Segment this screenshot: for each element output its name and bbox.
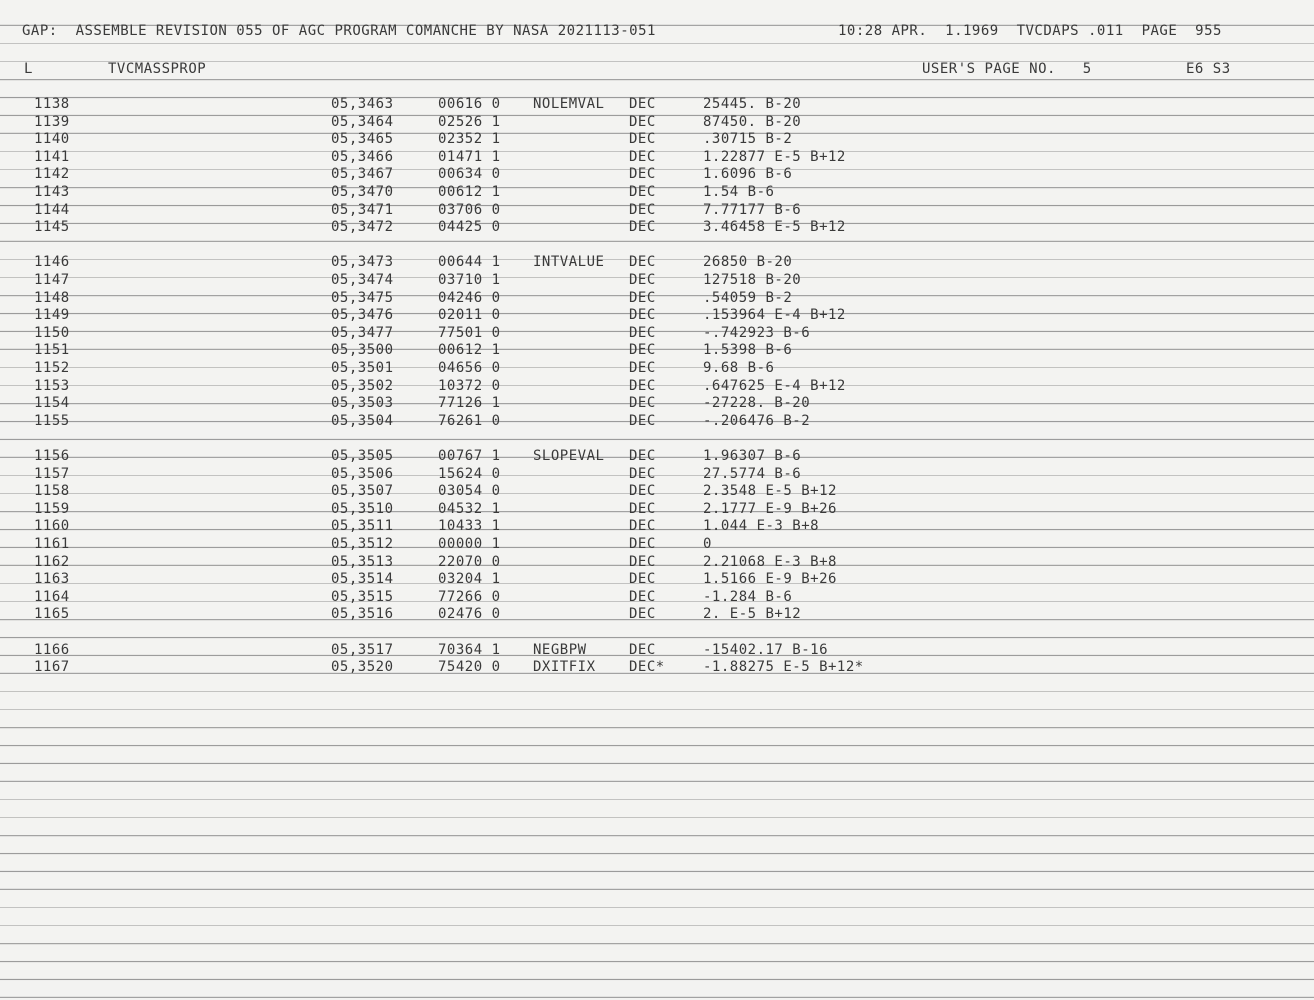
listing-row bbox=[0, 185, 1314, 203]
octal-word: 03706 0 bbox=[438, 201, 501, 218]
listing-row bbox=[0, 555, 1314, 573]
address: 05,3504 bbox=[331, 412, 394, 429]
operand: 1.044 E-3 B+8 bbox=[703, 518, 820, 535]
address: 05,3465 bbox=[331, 131, 394, 148]
address: 05,3517 bbox=[331, 641, 394, 658]
line-number: 1146 bbox=[34, 254, 70, 271]
bank-indicator: E6 S3 bbox=[1186, 61, 1231, 77]
log-section-name: TVCMASSPROP bbox=[108, 61, 207, 77]
listing-row bbox=[0, 502, 1314, 520]
octal-word: 10433 1 bbox=[438, 518, 501, 535]
octal-word: 02476 0 bbox=[438, 606, 501, 623]
listing-row bbox=[0, 167, 1314, 185]
operand: 1.5166 E-9 B+26 bbox=[703, 571, 837, 588]
opcode: DEC bbox=[629, 571, 656, 588]
listing-row bbox=[0, 343, 1314, 361]
line-number: 1165 bbox=[34, 606, 70, 623]
octal-word: 77501 0 bbox=[438, 324, 501, 341]
operand: -1.284 B-6 bbox=[703, 588, 793, 605]
address: 05,3473 bbox=[331, 254, 394, 271]
operand: .30715 B-2 bbox=[703, 131, 793, 148]
octal-word: 77126 1 bbox=[438, 395, 501, 412]
octal-word: 00612 1 bbox=[438, 342, 501, 359]
listing-row bbox=[0, 132, 1314, 150]
operand: 0 bbox=[703, 536, 712, 552]
listing-row bbox=[0, 361, 1314, 379]
opcode: DEC bbox=[629, 412, 656, 429]
line-number: 1154 bbox=[34, 395, 70, 412]
line-number: 1153 bbox=[34, 377, 70, 394]
operand: -1.88275 E-5 B+12* bbox=[703, 659, 864, 676]
listing-row bbox=[0, 396, 1314, 414]
address: 05,3520 bbox=[331, 659, 394, 676]
opcode: DEC bbox=[629, 254, 656, 271]
listing-row bbox=[0, 326, 1314, 344]
address: 05,3513 bbox=[331, 553, 394, 570]
label: DXITFIX bbox=[533, 659, 596, 676]
line-number: 1155 bbox=[34, 412, 70, 429]
listing-row bbox=[0, 660, 1314, 678]
assembly-header: GAP: ASSEMBLE REVISION 055 OF AGC PROGRAM COMANCHE BY NASA 2021113-051 bbox=[22, 23, 656, 39]
operand: 1.6096 B-6 bbox=[703, 166, 793, 183]
address: 05,3475 bbox=[331, 289, 394, 306]
address: 05,3471 bbox=[331, 201, 394, 218]
line-number: 1143 bbox=[34, 184, 70, 200]
octal-word: 70364 1 bbox=[438, 641, 501, 658]
line-number: 1166 bbox=[34, 641, 70, 658]
line-number: 1138 bbox=[34, 96, 70, 112]
operand: 127518 B-20 bbox=[703, 272, 802, 288]
octal-word: 04532 1 bbox=[438, 500, 501, 517]
octal-word: 10372 0 bbox=[438, 377, 501, 394]
operand: 2.3548 E-5 B+12 bbox=[703, 483, 837, 500]
octal-word: 77266 0 bbox=[438, 588, 501, 605]
line-number: 1160 bbox=[34, 518, 70, 535]
opcode: DEC bbox=[629, 588, 656, 605]
opcode: DEC bbox=[629, 96, 656, 112]
octal-word: 01471 1 bbox=[438, 148, 501, 165]
address: 05,3467 bbox=[331, 166, 394, 183]
opcode: DEC bbox=[629, 219, 656, 236]
listing-row bbox=[0, 220, 1314, 238]
octal-word: 02352 1 bbox=[438, 131, 501, 148]
octal-word: 04246 0 bbox=[438, 289, 501, 306]
operand: 1.5398 B-6 bbox=[703, 342, 793, 359]
listing-row bbox=[0, 379, 1314, 397]
address: 05,3516 bbox=[331, 606, 394, 623]
operand: 2.21068 E-3 B+8 bbox=[703, 553, 837, 570]
octal-word: 00634 0 bbox=[438, 166, 501, 183]
listing-row bbox=[0, 308, 1314, 326]
line-number: 1152 bbox=[34, 360, 70, 376]
octal-word: 22070 0 bbox=[438, 553, 501, 570]
operand: 2. E-5 B+12 bbox=[703, 606, 802, 623]
address: 05,3463 bbox=[331, 96, 394, 112]
listing-row bbox=[0, 643, 1314, 661]
operand: 1.54 B-6 bbox=[703, 184, 775, 200]
line-number: 1145 bbox=[34, 219, 70, 236]
line-number: 1151 bbox=[34, 342, 70, 359]
opcode: DEC bbox=[629, 324, 656, 341]
octal-word: 00000 1 bbox=[438, 536, 501, 552]
listing-row bbox=[0, 273, 1314, 291]
operand: 25445. B-20 bbox=[703, 96, 802, 112]
label: NOLEMVAL bbox=[533, 96, 605, 112]
line-number: 1167 bbox=[34, 659, 70, 676]
address: 05,3502 bbox=[331, 377, 394, 394]
operand: 1.22877 E-5 B+12 bbox=[703, 148, 846, 165]
listing-row bbox=[0, 97, 1314, 115]
line-number: 1141 bbox=[34, 148, 70, 165]
listing-row bbox=[0, 115, 1314, 133]
operand: -27228. B-20 bbox=[703, 395, 811, 412]
opcode: DEC bbox=[629, 377, 656, 394]
line-number: 1162 bbox=[34, 553, 70, 570]
opcode: DEC bbox=[629, 342, 656, 359]
listing-row bbox=[0, 467, 1314, 485]
operand: 26850 B-20 bbox=[703, 254, 793, 271]
listing-row bbox=[0, 572, 1314, 590]
operand: .153964 E-4 B+12 bbox=[703, 307, 846, 324]
line-number: 1150 bbox=[34, 324, 70, 341]
line-number: 1163 bbox=[34, 571, 70, 588]
opcode: DEC bbox=[629, 201, 656, 218]
listing-row bbox=[0, 607, 1314, 625]
listing-marker: L bbox=[24, 61, 33, 77]
opcode: DEC bbox=[629, 307, 656, 324]
opcode: DEC bbox=[629, 360, 656, 376]
address: 05,3466 bbox=[331, 148, 394, 165]
octal-word: 02526 1 bbox=[438, 113, 501, 130]
listing-row bbox=[0, 449, 1314, 467]
opcode: DEC bbox=[629, 518, 656, 535]
line-number: 1149 bbox=[34, 307, 70, 324]
address: 05,3476 bbox=[331, 307, 394, 324]
line-number: 1159 bbox=[34, 500, 70, 517]
operand: 2.1777 E-9 B+26 bbox=[703, 500, 837, 517]
address: 05,3474 bbox=[331, 272, 394, 288]
opcode: DEC bbox=[629, 536, 656, 552]
line-number: 1144 bbox=[34, 201, 70, 218]
operand: 3.46458 E-5 B+12 bbox=[703, 219, 846, 236]
listing-row bbox=[0, 414, 1314, 432]
operand: 9.68 B-6 bbox=[703, 360, 775, 376]
operand: 7.77177 B-6 bbox=[703, 201, 802, 218]
line-number: 1156 bbox=[34, 448, 70, 464]
octal-word: 03054 0 bbox=[438, 483, 501, 500]
operand: -.206476 B-2 bbox=[703, 412, 811, 429]
line-number: 1142 bbox=[34, 166, 70, 183]
address: 05,3514 bbox=[331, 571, 394, 588]
line-number: 1140 bbox=[34, 131, 70, 148]
operand: 1.96307 B-6 bbox=[703, 448, 802, 464]
users-page-number: USER'S PAGE NO. 5 bbox=[922, 61, 1092, 77]
address: 05,3505 bbox=[331, 448, 394, 464]
line-number: 1164 bbox=[34, 588, 70, 605]
octal-word: 00612 1 bbox=[438, 184, 501, 200]
octal-word: 03710 1 bbox=[438, 272, 501, 288]
listing-row bbox=[0, 150, 1314, 168]
listing-row bbox=[0, 203, 1314, 221]
address: 05,3500 bbox=[331, 342, 394, 359]
opcode: DEC bbox=[629, 483, 656, 500]
address: 05,3515 bbox=[331, 588, 394, 605]
octal-word: 02011 0 bbox=[438, 307, 501, 324]
opcode: DEC bbox=[629, 289, 656, 306]
operand: 87450. B-20 bbox=[703, 113, 802, 130]
opcode: DEC bbox=[629, 553, 656, 570]
address: 05,3507 bbox=[331, 483, 394, 500]
opcode: DEC bbox=[629, 395, 656, 412]
opcode: DEC bbox=[629, 641, 656, 658]
octal-word: 04425 0 bbox=[438, 219, 501, 236]
opcode: DEC bbox=[629, 272, 656, 288]
operand: .647625 E-4 B+12 bbox=[703, 377, 846, 394]
address: 05,3506 bbox=[331, 465, 394, 482]
listing-row bbox=[0, 255, 1314, 273]
line-number: 1157 bbox=[34, 465, 70, 482]
address: 05,3501 bbox=[331, 360, 394, 376]
address: 05,3510 bbox=[331, 500, 394, 517]
listing-row bbox=[0, 537, 1314, 555]
operand: 27.5774 B-6 bbox=[703, 465, 802, 482]
opcode: DEC bbox=[629, 500, 656, 517]
operand: .54059 B-2 bbox=[703, 289, 793, 306]
octal-word: 15624 0 bbox=[438, 465, 501, 482]
opcode: DEC bbox=[629, 465, 656, 482]
octal-word: 76261 0 bbox=[438, 412, 501, 429]
address: 05,3472 bbox=[331, 219, 394, 236]
label: NEGBPW bbox=[533, 641, 587, 658]
address: 05,3470 bbox=[331, 184, 394, 200]
octal-word: 03204 1 bbox=[438, 571, 501, 588]
listing-row bbox=[0, 291, 1314, 309]
octal-word: 00767 1 bbox=[438, 448, 501, 464]
operand: -.742923 B-6 bbox=[703, 324, 811, 341]
label: SLOPEVAL bbox=[533, 448, 605, 464]
address: 05,3464 bbox=[331, 113, 394, 130]
octal-word: 75420 0 bbox=[438, 659, 501, 676]
address: 05,3511 bbox=[331, 518, 394, 535]
address: 05,3512 bbox=[331, 536, 394, 552]
octal-word: 00616 0 bbox=[438, 96, 501, 112]
opcode: DEC bbox=[629, 606, 656, 623]
address: 05,3503 bbox=[331, 395, 394, 412]
header-date-page: 10:28 APR. 1.1969 TVCDAPS .011 PAGE 955 bbox=[838, 23, 1222, 39]
opcode: DEC bbox=[629, 184, 656, 200]
octal-word: 00644 1 bbox=[438, 254, 501, 271]
line-number: 1148 bbox=[34, 289, 70, 306]
opcode: DEC bbox=[629, 166, 656, 183]
opcode: DEC bbox=[629, 448, 656, 464]
listing-row bbox=[0, 590, 1314, 608]
listing-row bbox=[0, 519, 1314, 537]
opcode: DEC bbox=[629, 148, 656, 165]
line-number: 1147 bbox=[34, 272, 70, 288]
opcode: DEC bbox=[629, 113, 656, 130]
octal-word: 04656 0 bbox=[438, 360, 501, 376]
listing-row bbox=[0, 484, 1314, 502]
line-number: 1158 bbox=[34, 483, 70, 500]
line-number: 1139 bbox=[34, 113, 70, 130]
opcode: DEC bbox=[629, 131, 656, 148]
address: 05,3477 bbox=[331, 324, 394, 341]
line-number: 1161 bbox=[34, 536, 70, 552]
label: INTVALUE bbox=[533, 254, 605, 271]
operand: -15402.17 B-16 bbox=[703, 641, 829, 658]
opcode: DEC* bbox=[629, 659, 665, 676]
